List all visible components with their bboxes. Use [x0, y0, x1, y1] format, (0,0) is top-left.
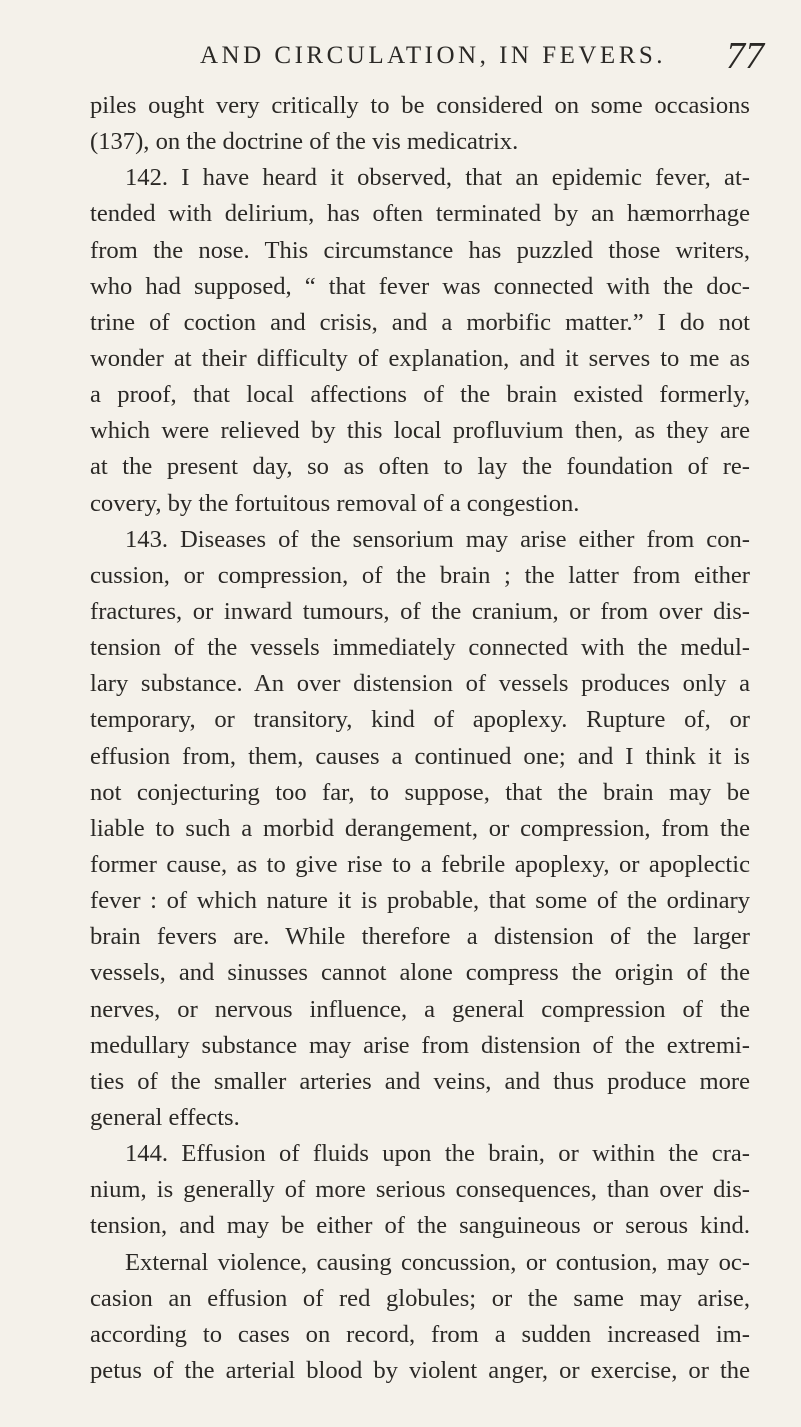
text-line: liable to such a morbid derangement, or compression, from the	[90, 814, 750, 842]
text-line: tended with delirium, has often terminated by an hæmorrhage	[90, 200, 750, 228]
text-line: general effects.	[90, 1103, 240, 1131]
text-line: vessels, and sinusses cannot alone compress the origin of the	[90, 959, 750, 987]
text-line: piles ought very critically to be considered on some occasions	[90, 92, 750, 119]
text-line: tension, and may be either of the sanguineous or serous kind.	[90, 1212, 750, 1240]
text-line: covery, by the fortuitous removal of a congestion.	[90, 489, 580, 517]
text-line: 143. Diseases of the sensorium may arise either from con-	[125, 525, 750, 553]
body-text	[90, 88, 750, 1389]
text-line: medullary substance may arise from distension of the extremi-	[90, 1031, 750, 1059]
text-line: a proof, that local affections of the brain existed formerly,	[90, 381, 750, 409]
text-line: fractures, or inward tumours, of the cranium, or from over dis-	[90, 597, 750, 625]
text-line: trine of coction and crisis, and a morbific matter.” I do not	[90, 308, 750, 336]
text-line: at the present day, so as often to lay the foundation of re-	[90, 453, 750, 481]
page-header	[0, 35, 801, 82]
text-line: who had supposed, “ that fever was connected with the doc-	[90, 272, 750, 300]
text-line: not conjecturing too far, to suppose, that the brain may be	[90, 778, 750, 806]
text-line: former cause, as to give rise to a febrile apoplexy, or apoplectic	[90, 850, 750, 878]
text-line: casion an effusion of red globules; or the same may arise,	[90, 1284, 750, 1312]
text-line: fever : of which nature it is probable, that some of the ordinary	[90, 887, 750, 915]
page-number: 77	[726, 35, 764, 77]
text-line: petus of the arterial blood by violent anger, or exercise, or the	[90, 1356, 750, 1384]
text-line: from the nose. This circumstance has puzzled those writers,	[90, 236, 750, 264]
text-line: tension of the vessels immediately connected with the medul-	[90, 634, 750, 662]
text-line: wonder at their difficulty of explanation, and it serves to me as	[90, 344, 750, 372]
running-head: AND CIRCULATION, IN FEVERS.	[200, 42, 667, 69]
text-line: brain fevers are. While therefore a distension of the larger	[90, 923, 750, 951]
text-line: nerves, or nervous influence, a general compression of the	[90, 995, 750, 1023]
text-line: which were relieved by this local profluvium then, as they are	[90, 417, 750, 445]
text-line: according to cases on record, from a sudden increased im-	[90, 1320, 750, 1348]
text-line: cussion, or compression, of the brain ; the latter from either	[90, 561, 750, 589]
text-line: (137), on the doctrine of the vis medicatrix.	[90, 128, 519, 156]
text-line: External violence, causing concussion, or contusion, may oc-	[125, 1248, 750, 1276]
text-line: nium, is generally of more serious consequences, than over dis-	[90, 1176, 750, 1204]
text-line: temporary, or transitory, kind of apoplexy. Rupture of, or	[90, 706, 750, 734]
text-line: lary substance. An over distension of vessels produces only a	[90, 670, 750, 698]
text-line: effusion from, them, causes a continued one; and I think it is	[90, 742, 750, 770]
text-line: 142. I have heard it observed, that an epidemic fever, at-	[125, 164, 750, 192]
text-line: 144. Effusion of fluids upon the brain, or within the cra-	[125, 1140, 750, 1168]
text-line: ties of the smaller arteries and veins, and thus produce more	[90, 1067, 750, 1095]
